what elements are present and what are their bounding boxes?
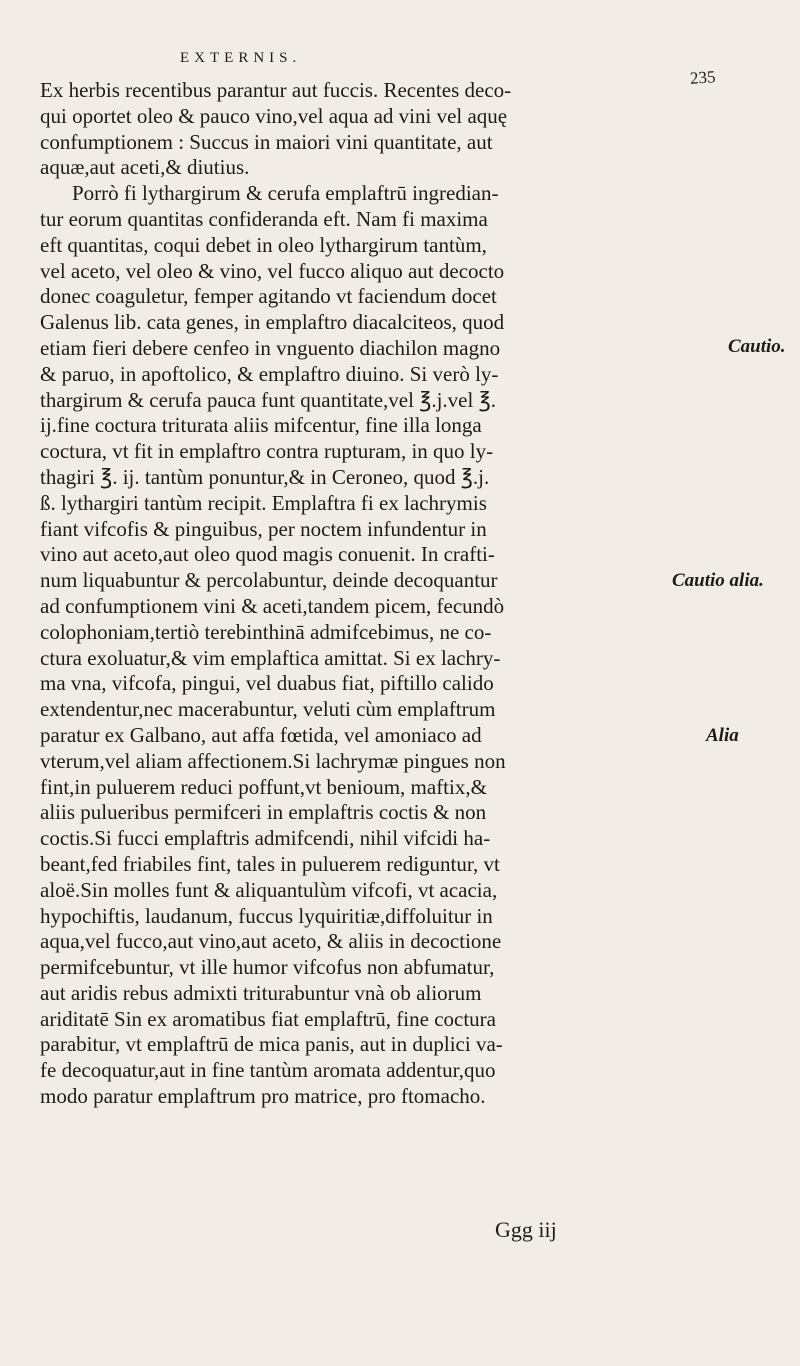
text-line: aut aridis rebus admixti triturabuntur vnà ob aliorum (40, 980, 482, 1005)
text-line: num liquabuntur & percolabuntur, deinde decoquantur (40, 568, 498, 593)
text-line: permifcebuntur, vt ille humor vifcofus non abfumatur, (40, 955, 495, 980)
text-line: donec coaguletur, femper agitando vt faciendum docet (40, 284, 497, 309)
text-line: Galenus lib. cata genes, in emplaftro diacalciteos, quod (40, 310, 505, 335)
text-line: vino aut aceto,aut oleo quod magis conuenit. In crafti- (40, 542, 495, 567)
text-line: vterum,vel aliam affectionem.Si lachrymæ pingues non (40, 748, 506, 773)
text-line: fiant vifcofis & pinguibus, per noctem infundentur in (40, 516, 487, 541)
margin-note-cautio-alia: Cautio alia. (672, 570, 764, 591)
text-line: Ex herbis recentibus parantur aut fuccis. Recentes deco- (40, 78, 512, 102)
text-line: eft quantitas, coqui debet in oleo lythargirum tantùm, (40, 232, 487, 257)
text-line: ma vna, vifcofa, pingui, vel duabus fiat, piftillo calido (40, 671, 494, 696)
margin-note-alia: Alia (706, 725, 739, 746)
text-line: ß. lythargiri tantùm recipit. Emplaftra fi ex lachrymis (40, 490, 487, 515)
text-line: fe decoquatur,aut in fine tantùm aromata addentur,quo (40, 1058, 496, 1083)
text-line: fint,in puluerem reduci poffunt,vt benioum, maftix,& (40, 774, 487, 799)
text-line: coctis.Si fucci emplaftris admifcendi, nihil vifcidi ha- (40, 826, 491, 851)
text-line: beant,fed friabiles fint, tales in puluerem rediguntur, vt (40, 851, 500, 876)
text-line: modo paratur emplaftrum pro matrice, pro ftomacho. (40, 1084, 486, 1109)
text-line: ariditatē Sin ex aromatibus fiat emplaftrū, fine coctura (40, 1006, 496, 1031)
text-line: aquæ,aut aceti,& diutius. (40, 155, 250, 180)
margin-note-cautio: Cautio. (728, 336, 786, 357)
page-number: 235 (689, 67, 717, 88)
text-line: confumptionem : Succus in maiori vini quantitate, aut (40, 129, 493, 154)
text-line: aloë.Sin molles funt & aliquantulùm vifcofi, vt acacia, (40, 877, 498, 902)
text-line: hypochiftis, laudanum, fuccus lyquiritiæ,diffoluitur in (40, 903, 493, 928)
text-line: extendentur,nec macerabuntur, veluti cùm emplaftrum (40, 697, 496, 722)
text-line: etiam fieri debere cenfeo in vnguento diachilon magno (40, 335, 501, 360)
text-line: vel aceto, vel oleo & vino, vel fucco aliquo aut decocto (40, 258, 505, 283)
text-line: qui oportet oleo & pauco vino,vel aqua ad vini vel aquę (40, 103, 508, 128)
text-line: thargirum & cerufa pauca funt quantitate,vel ℥.j.vel ℥. (40, 387, 496, 412)
signature-mark: Ggg iij (495, 1217, 557, 1242)
text-line: coctura, vt fit in emplaftro contra rupturam, in quo ly- (40, 439, 494, 464)
text-line: paratur ex Galbano, aut affa fœtida, vel amoniaco ad (40, 722, 482, 747)
text-line: colophoniam,tertiò terebinthinā admifcebimus, ne co- (40, 619, 492, 644)
text-line: ij.fine coctura triturata aliis mifcentur, fine illa longa (40, 413, 482, 438)
running-title: EXTERNIS. (180, 50, 302, 66)
text-line: parabitur, vt emplaftrū de mica panis, aut in duplici va- (40, 1032, 503, 1057)
text-line: ctura exoluatur,& vim emplaftica amittat. Si ex lachry- (40, 645, 501, 670)
text-line: aqua,vel fucco,aut vino,aut aceto, & aliis in decoctione (40, 929, 502, 954)
text-line: thagiri ℥. ij. tantùm ponuntur,& in Ceroneo, quod ℥.j. (40, 464, 490, 489)
text-line: ad confumptionem vini & aceti,tandem picem, fecundò (40, 593, 505, 618)
text-line: & paruo, in apoftolico, & emplaftro diuino. Si verò ly- (40, 361, 499, 386)
body-text (40, 78, 730, 1110)
text-line: Porrò fi lythargirum & cerufa emplaftrū ingredian- (72, 181, 499, 206)
text-line: aliis pulueribus permifceri in emplaftris coctis & non (40, 800, 487, 825)
text-line: tur eorum quantitas confideranda eft. Nam fi maxima (40, 206, 488, 231)
